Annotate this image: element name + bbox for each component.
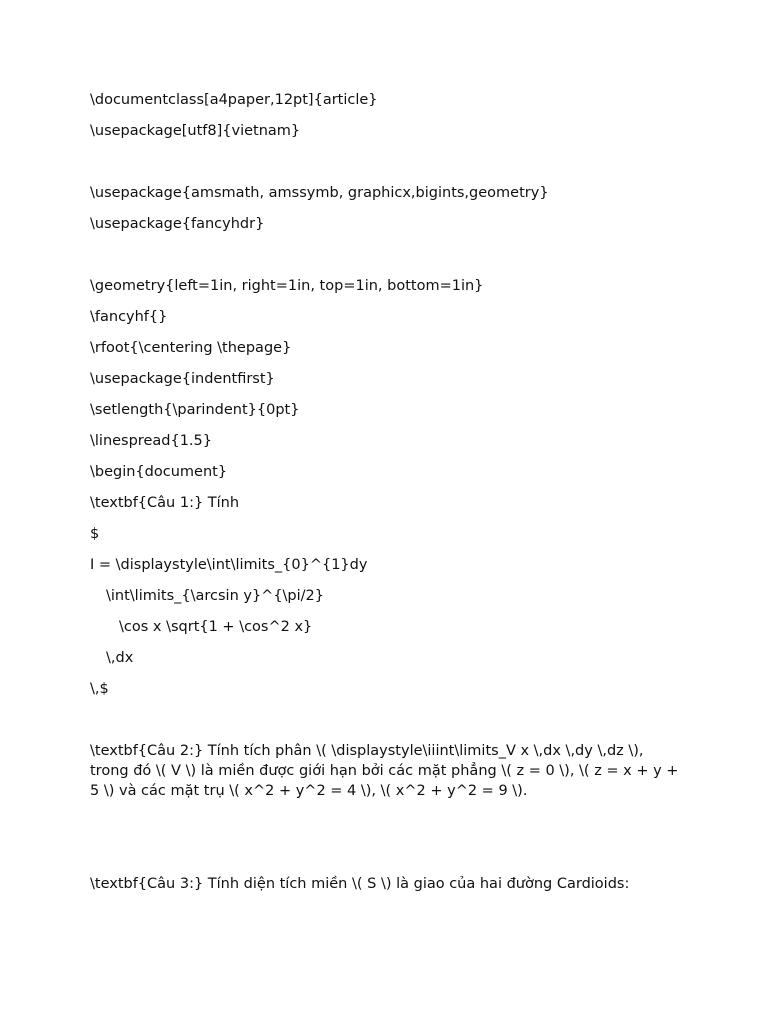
line-integral-inner: \int\limits_{\arcsin y}^{\pi/2} <box>106 588 325 604</box>
latex-source-text <box>90 90 680 905</box>
line-rfoot: \rfoot{\centering \thepage} <box>90 340 292 356</box>
line-dx: \,dx <box>106 650 134 666</box>
line-begin-document: \begin{document} <box>90 464 228 480</box>
line-geometry: \geometry{left=1in, right=1in, top=1in, bottom=1in} <box>90 278 484 294</box>
line-indentfirst: \usepackage{indentfirst} <box>90 371 275 387</box>
line-integrand: \cos x \sqrt{1 + \cos^2 x} <box>119 619 313 635</box>
line-usepackage-fancyhdr: \usepackage{fancyhdr} <box>90 216 265 232</box>
line-math-close: \,$ <box>90 681 109 697</box>
line-usepackage-amsmath: \usepackage{amsmath, amssymb, graphicx,bigints,geometry} <box>90 185 549 201</box>
line-integral-outer: I = \displaystyle\int\limits_{0}^{1}dy <box>90 557 368 573</box>
blank-line <box>90 812 680 874</box>
line-question1-heading: \textbf{Câu 1:} Tính <box>90 495 240 511</box>
line-parindent: \setlength{\parindent}{0pt} <box>90 402 300 418</box>
line-math-open: $ <box>90 526 100 542</box>
question2-paragraph: \textbf{Câu 2:} Tính tích phân \( \displaystyle\iiint\limits_V x \,dx \,dy \,dz \), trong đó \( V \) là miền được giới hạn bởi các mặt phẳng \( z = 0 \), \( z = x + y + 5 \) và các mặt trụ \( x^2 + y^2 = 4 \), \( x^2 + y^2 = 9 \). <box>90 743 679 799</box>
line-usepackage-vietnam: \usepackage[utf8]{vietnam} <box>90 123 301 139</box>
blank-line <box>90 710 680 741</box>
blank-line <box>90 152 680 183</box>
line-linespread: \linespread{1.5} <box>90 433 212 449</box>
blank-line <box>90 245 680 276</box>
question3-paragraph: \textbf{Câu 3:} Tính diện tích miền \( S \) là giao của hai đường Cardioids: <box>90 876 630 892</box>
line-documentclass: \documentclass[a4paper,12pt]{article} <box>90 92 378 108</box>
line-fancyhf: \fancyhf{} <box>90 309 168 325</box>
